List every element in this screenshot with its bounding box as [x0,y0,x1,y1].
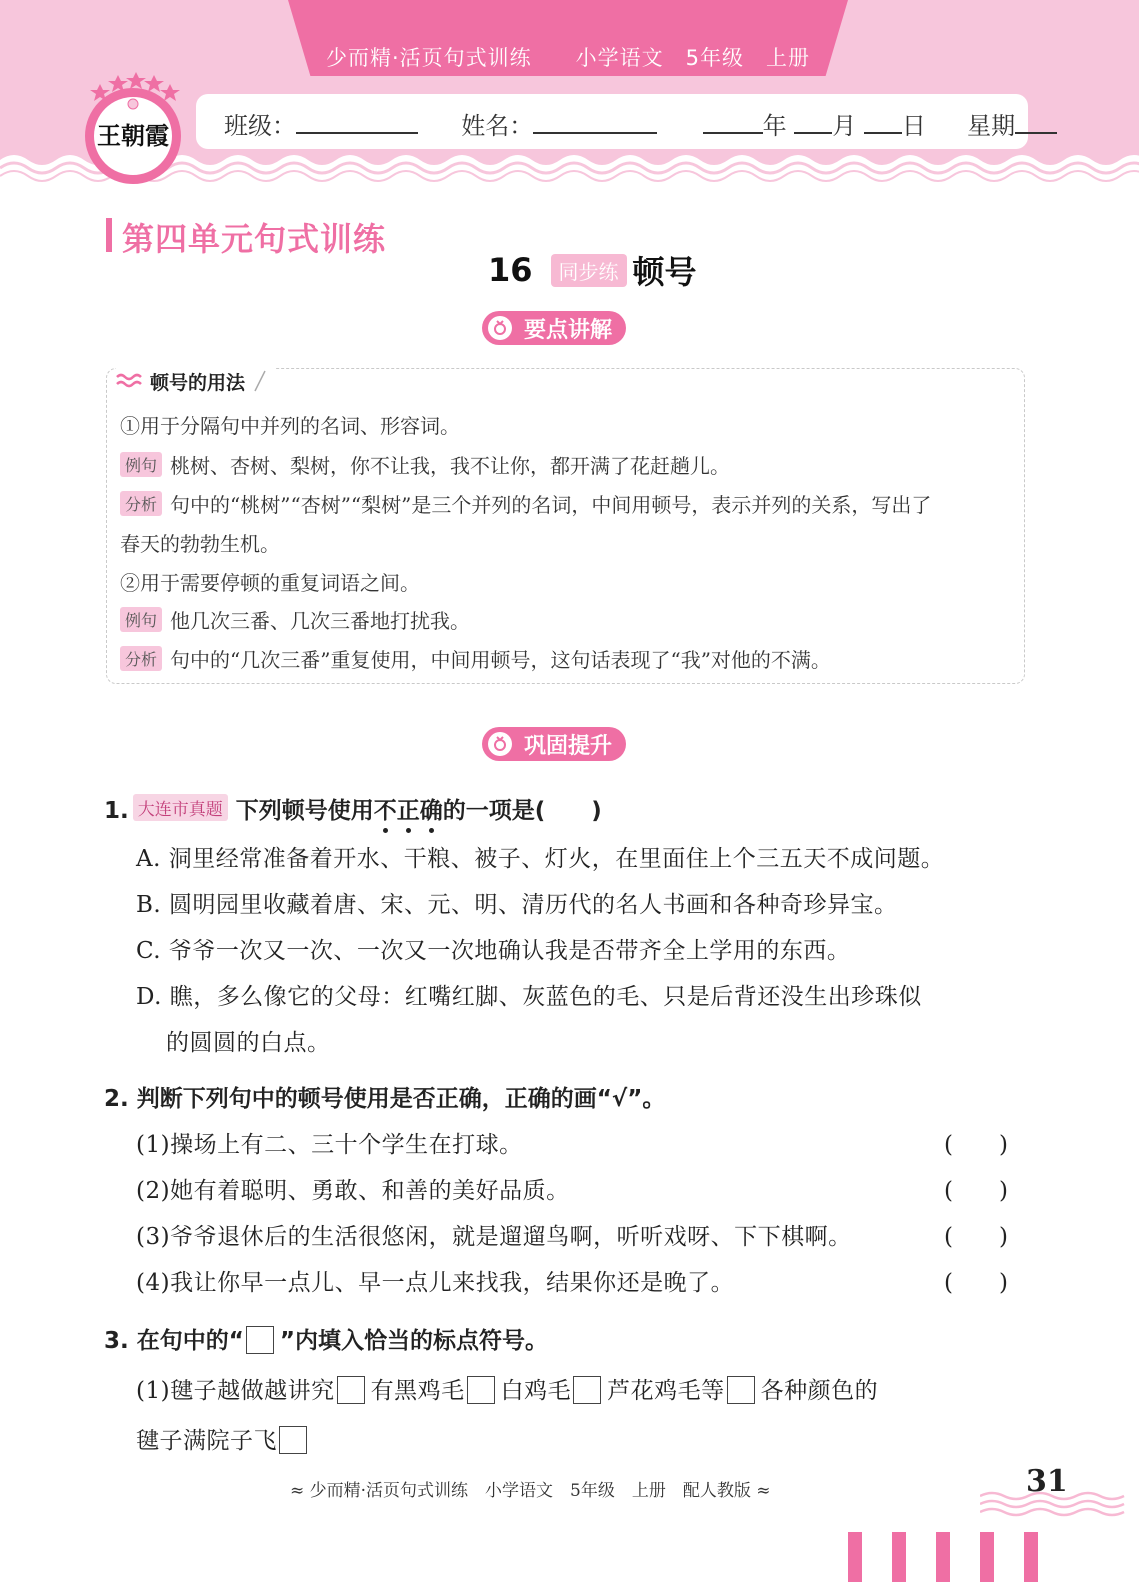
analysis-tag: 分析 [120,491,162,516]
question-1-stem: 1. 大连市真题 下列顿号使用不正确的一项是( ) [104,792,602,825]
unit-title: 第四单元句式训练 [122,220,387,258]
knowledge-title-tab [116,366,275,396]
q1-option-c[interactable]: C. 爷爷一次又一次、一次又一次地确认我是否带齐全上学用的东西。 [136,938,851,964]
month-label: 月 [832,112,857,140]
lesson-number: 16 [488,251,533,289]
q2-item-4: (4)我让你早一点儿、早一点儿来找我，结果你还是晚了。 [136,1270,735,1296]
q3-blank-2[interactable] [467,1376,495,1404]
year-field[interactable] [703,110,763,134]
example-1: 例句 桃树、杏树、梨树，你不让我，我不让你，都开满了花赶趟儿。 [120,450,730,479]
rule-1: ①用于分隔句中并列的名词、形容词。 [120,414,460,438]
section-key-label: 要点讲解 [524,317,613,343]
section-practice [482,727,626,761]
knowledge-title: 顿号的用法 [150,371,246,394]
footer-text: ≈ 少而精·活页句式训练 小学语文 5年级 上册 配人教版 ≈ [290,1481,771,1501]
q1-option-a[interactable]: A. 洞里经常准备着开水、干粮、被子、灯火，在里面住上个三五天不成问题。 [136,846,945,872]
q1-option-d-cont: 的圆圆的白点。 [166,1030,331,1056]
q3-item-1: (1)毽子越做越讲究 有黑鸡毛 白鸡毛 芦花鸡毛等 各种颜色的 [136,1378,879,1404]
q3-blank-1[interactable] [337,1376,365,1404]
section-key-points [482,311,626,345]
page-number: 31 [1026,1464,1068,1499]
logo-text: 王朝霞 [97,121,169,150]
medal-icon [488,316,512,340]
q3-blank-5[interactable] [279,1426,307,1454]
q2-item-2: (2)她有着聪明、勇敢、和善的美好品质。 [136,1178,570,1204]
footer-wave-decoration [980,1488,1130,1528]
year-label: 年 [762,112,787,140]
wave-icon [116,372,142,390]
blank-box-icon [246,1326,274,1354]
day-field[interactable] [864,110,902,134]
question-2-stem: 2. 判断下列句中的顿号使用是否正确，正确的画“√”。 [104,1086,666,1112]
rule-2: ②用于需要停顿的重复词语之间。 [120,571,420,595]
q2-answer-3[interactable]: ( ) [944,1224,1008,1250]
q1-option-b[interactable]: B. 圆明园里收藏着唐、宋、元、明、清历代的名人书画和各种奇珍异宝。 [136,892,898,918]
week-label: 星期 [967,112,1016,140]
header-title: 少而精·活页句式训练 小学语文 5年级 上册 [325,46,811,70]
medal-icon [488,732,512,756]
question-3-stem: 3. 在句中的“ ”内填入恰当的标点符号。 [104,1328,548,1354]
q2-answer-1[interactable]: ( ) [944,1132,1008,1158]
analysis-2: 分析 句中的“几次三番”重复使用，中间用顿号，这句话表现了“我”对他的不满。 [120,644,831,673]
q2-answer-2[interactable]: ( ) [944,1178,1008,1204]
example-tag: 例句 [120,607,162,632]
unit-bar [106,218,112,252]
class-field[interactable] [296,110,418,134]
lesson-heading [488,250,697,290]
q3-item-1-cont: 毽子满院子飞 [136,1422,313,1455]
name-field[interactable] [533,110,657,134]
lesson-tag: 同步练 [551,254,627,287]
source-tag: 大连市真题 [133,794,228,821]
name-label: 姓名： [461,112,534,140]
q3-blank-4[interactable] [727,1376,755,1404]
q2-answer-4[interactable]: ( ) [944,1270,1008,1296]
lesson-title: 顿号 [632,253,697,291]
example-2: 例句 他几次三番、几次三番地打扰我。 [120,605,470,634]
month-field[interactable] [794,110,832,134]
example-tag: 例句 [120,452,162,477]
q2-item-1: (1)操场上有二、三十个学生在打球。 [136,1132,523,1158]
section-practice-label: 巩固提升 [524,733,613,759]
student-info-row [224,106,1057,141]
footer-bars [848,1532,1048,1582]
week-field[interactable] [1015,110,1057,134]
logo-seal [78,70,188,188]
day-label: 日 [901,112,926,140]
class-label: 班级： [224,112,296,140]
q3-blank-3[interactable] [573,1376,601,1404]
q2-item-3: (3)爷爷退休后的生活很悠闲，就是遛遛鸟啊，听听戏呀、下下棋啊。 [136,1224,852,1250]
analysis-1: 分析 句中的“桃树”“杏树”“梨树”是三个并列的名词，中间用顿号，表示并列的关系，写出了 [120,489,931,518]
q1-option-d[interactable]: D. 瞧，多么像它的父母：红嘴红脚、灰蓝色的毛、只是后背还没生出珍珠似 [136,984,922,1010]
analysis-1-cont: 春天的勃勃生机。 [120,532,280,556]
analysis-tag: 分析 [120,646,162,671]
